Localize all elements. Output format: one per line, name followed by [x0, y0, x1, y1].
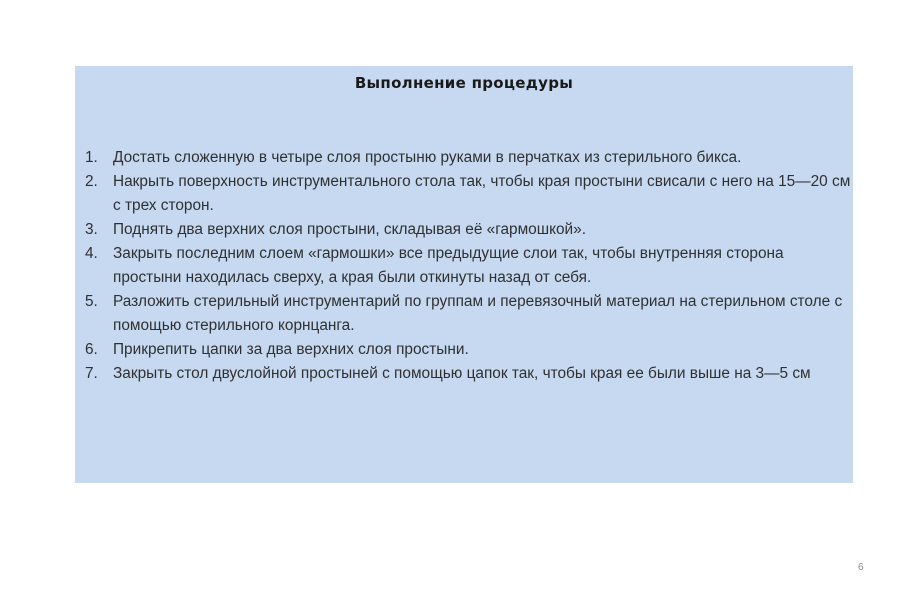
procedure-steps-list — [85, 146, 851, 386]
step-number: 5. — [85, 293, 98, 310]
step-text: Достать сложенную в четыре слоя простыню руками в перчатках из стерильного бикса. — [113, 149, 742, 166]
page-number: 6 — [858, 562, 864, 573]
step-item-6 — [85, 338, 851, 362]
step-number: 7. — [85, 365, 98, 382]
content-panel — [75, 66, 853, 483]
step-item-4 — [85, 242, 851, 290]
step-number: 1. — [85, 149, 98, 166]
step-text: Закрыть последним слоем «гармошки» все предыдущие слои так, чтобы внутренняя сторона простыни находилась сверху, а края были откинуты назад от себя. — [113, 245, 784, 286]
step-item-7 — [85, 362, 851, 386]
step-number: 3. — [85, 221, 98, 238]
step-text: Закрыть стол двуслойной простыней с помощью цапок так, чтобы края ее были выше на 3—5 см — [113, 365, 811, 382]
step-number: 6. — [85, 341, 98, 358]
step-text: Прикрепить цапки за два верхних слоя простыни. — [113, 341, 469, 358]
step-text: Поднять два верхних слоя простыни, складывая её «гармошкой». — [113, 221, 586, 238]
step-item-2 — [85, 170, 851, 218]
step-number: 4. — [85, 245, 98, 262]
step-text: Разложить стерильный инструментарий по группам и перевязочный материал на стерильном столе с помощью стерильного корнцанга. — [113, 293, 843, 334]
step-item-3 — [85, 218, 851, 242]
slide-title: Выполнение процедуры — [354, 74, 574, 92]
step-number: 2. — [85, 173, 98, 190]
step-item-1 — [85, 146, 851, 170]
step-item-5 — [85, 290, 851, 338]
step-text: Накрыть поверхность инструментального стола так, чтобы края простыни свисали с него на 15—20 см с трех сторон. — [113, 173, 851, 214]
